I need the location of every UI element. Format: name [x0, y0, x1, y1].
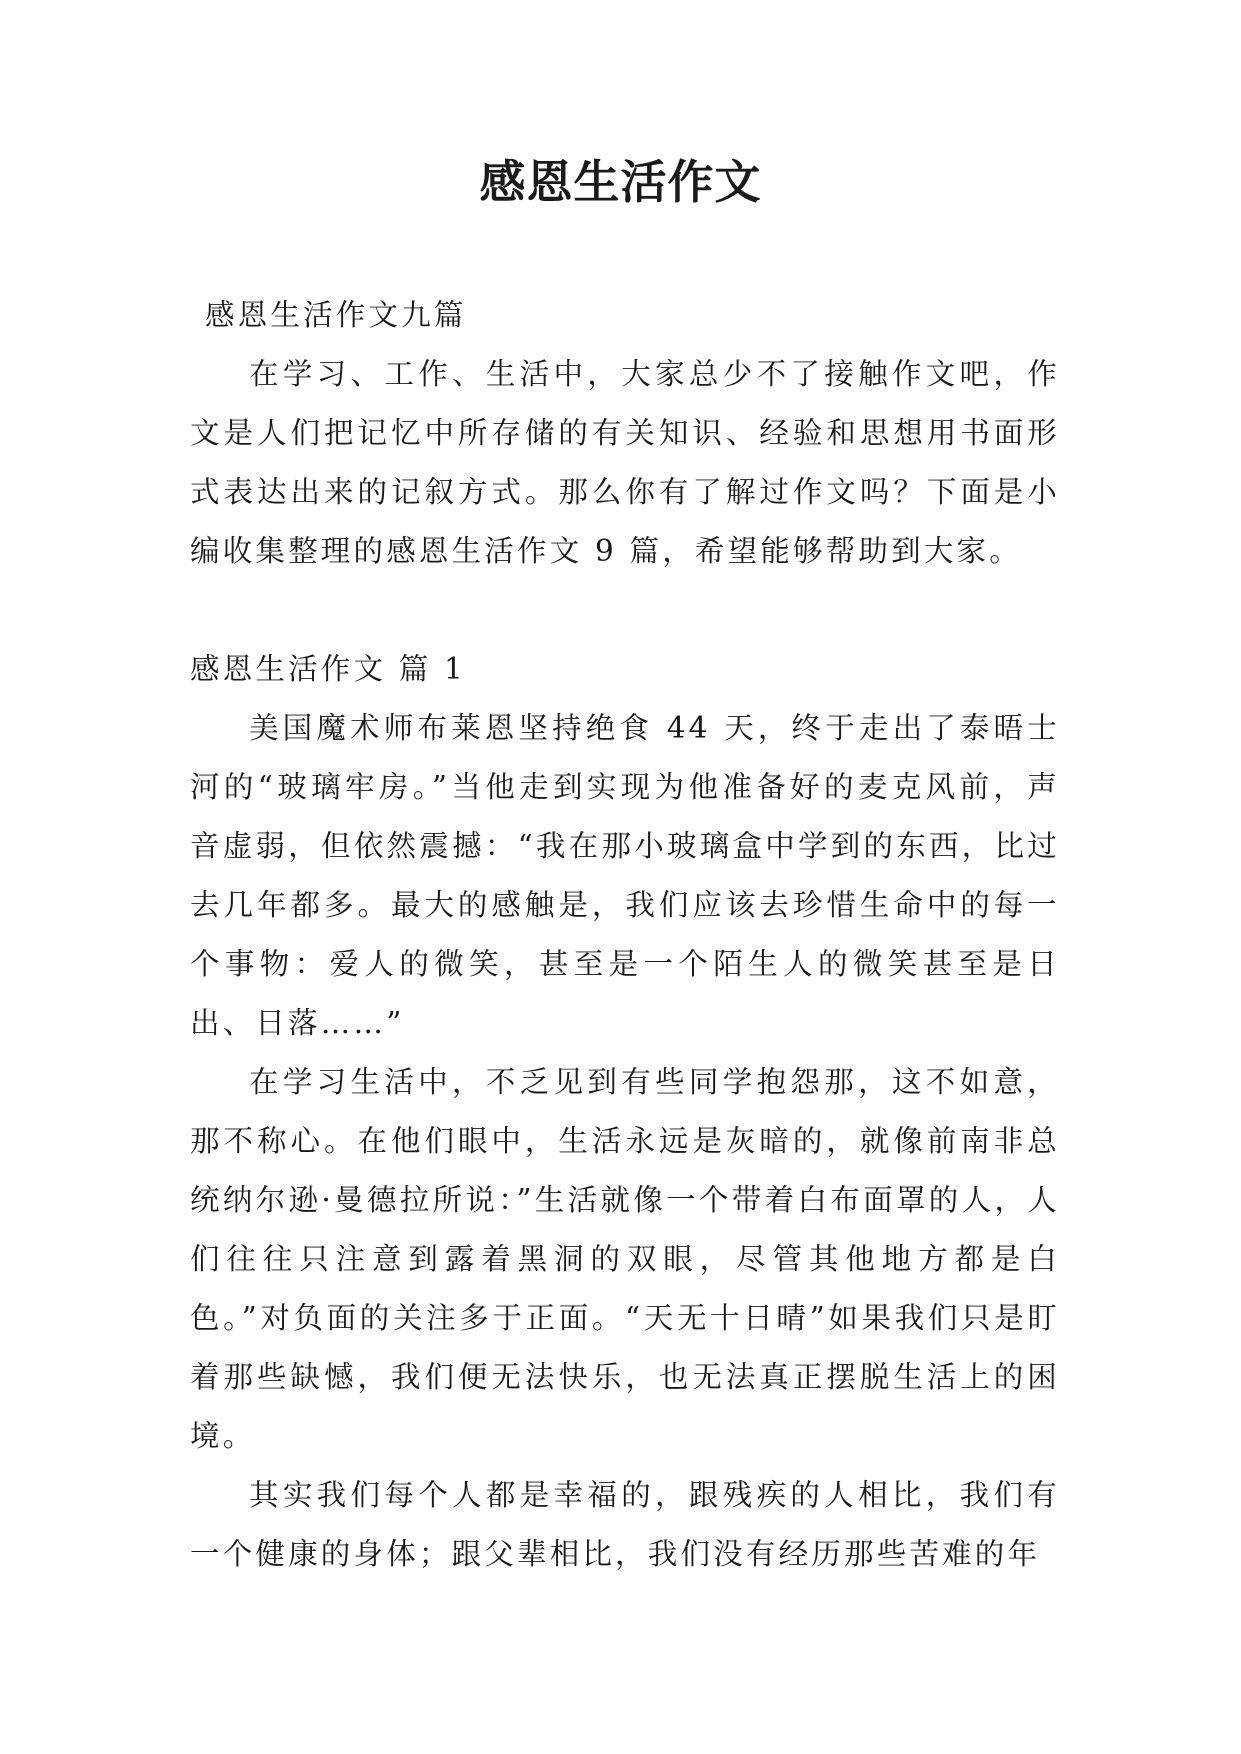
body-paragraph: 在学习生活中，不乏见到有些同学抱怨那，这不如意，那不称心。在他们眼中，生活永远是灰暗的，就像前南非总统纳尔逊·曼德拉所说：”生活就像一个带着白布面罩的人，人们往往只注意到露着黑洞的双眼，尽管其他地方都是白色。”对负面的关注多于正面。“天无十日晴”如果我们只是盯着那些缺憾，我们便无法快乐，也无法真正摆脱生活上的困境。	[190, 1065, 1060, 1453]
intro-paragraph: 在学习、工作、生活中，大家总少不了接触作文吧，作文是人们把记忆中所存储的有关知识、经验和思想用书面形式表达出来的记叙方式。那么你有了解过作文吗？下面是小编收集整理的感恩生活作文 9 篇，希望能够帮助到大家。	[190, 357, 1060, 568]
body-paragraph: 其实我们每个人都是幸福的，跟残疾的人相比，我们有一个健康的身体；跟父辈相比，我们没有经历那些苦难的年	[190, 1478, 1060, 1571]
document-title: 感恩生活作文	[479, 155, 762, 209]
document-subtitle: 感恩生活作文九篇	[205, 298, 467, 332]
paragraph-spacer	[190, 581, 1060, 640]
document-body	[190, 286, 1060, 1584]
body-paragraph: 美国魔术师布莱恩坚持绝食 44 天，终于走出了泰晤士河的“玻璃牢房。”当他走到实现为他准备好的麦克风前，声音虚弱，但依然震撼：“我在那小玻璃盒中学到的东西，比过去几年都多。最大的感触是，我们应该去珍惜生命中的每一个事物：爱人的微笑，甚至是一个陌生人的微笑甚至是日出、日落……”	[190, 711, 1060, 1040]
section-heading: 感恩生活作文 篇 1	[190, 652, 467, 686]
